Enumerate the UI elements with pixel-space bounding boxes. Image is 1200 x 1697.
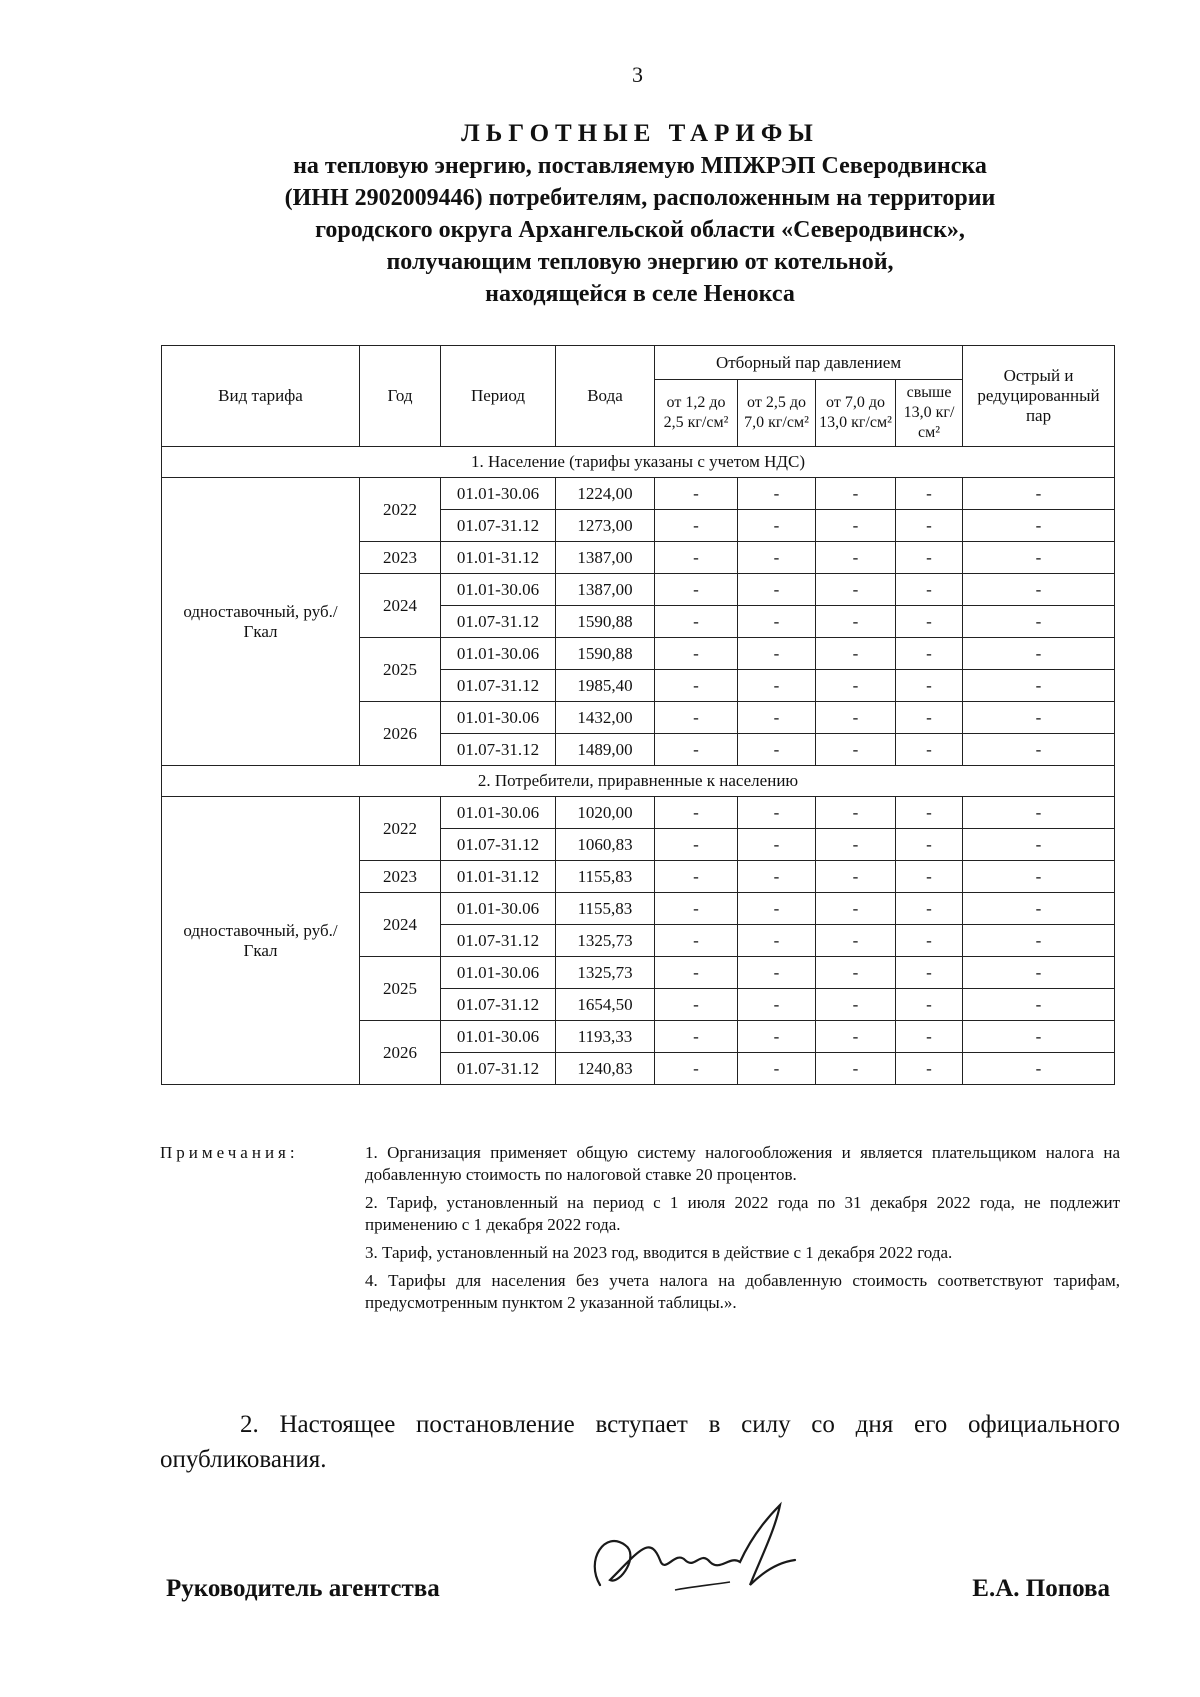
title-line: (ИНН 2902009446) потребителям, расположенным на территории	[284, 185, 996, 211]
year-cell: 2025	[360, 957, 441, 1021]
dash-cell: -	[896, 893, 963, 925]
tariff-table	[161, 345, 1115, 1085]
dash-cell: -	[963, 670, 1115, 702]
header-tariff-type: Вид тарифа	[162, 346, 360, 447]
dash-cell: -	[896, 574, 963, 606]
water-cell: 1387,00	[556, 574, 655, 606]
dash-cell: -	[655, 638, 738, 670]
dash-cell: -	[816, 670, 896, 702]
year-cell: 2025	[360, 638, 441, 702]
dash-cell: -	[738, 1053, 816, 1085]
section-title: 1. Население (тарифы указаны с учетом НДС)	[162, 447, 1115, 478]
period-cell: 01.07-31.12	[441, 829, 556, 861]
dash-cell: -	[816, 478, 896, 510]
dash-cell: -	[963, 606, 1115, 638]
section-title: 2. Потребители, приравненные к населению	[162, 766, 1115, 797]
year-cell: 2024	[360, 893, 441, 957]
period-cell: 01.07-31.12	[441, 670, 556, 702]
dash-cell: -	[655, 829, 738, 861]
dash-cell: -	[738, 574, 816, 606]
dash-cell: -	[655, 478, 738, 510]
dash-cell: -	[738, 702, 816, 734]
water-cell: 1985,40	[556, 670, 655, 702]
header-steam-1: от 1,2 до 2,5 кг/см²	[655, 380, 738, 447]
title-line: находящейся в селе Ненокса	[485, 281, 795, 307]
dash-cell: -	[896, 734, 963, 766]
title-line: на тепловую энергию, поставляемую МПЖРЭП Северодвинска	[293, 153, 987, 179]
table-row	[162, 478, 1115, 510]
dash-cell: -	[896, 670, 963, 702]
dash-cell: -	[896, 829, 963, 861]
title-line: получающим тепловую энергию от котельной,	[386, 249, 894, 275]
dash-cell: -	[738, 957, 816, 989]
dash-cell: -	[896, 638, 963, 670]
water-cell: 1325,73	[556, 957, 655, 989]
note-item: 2. Тариф, установленный на период с 1 июля 2022 года по 31 декабря 2022 года, не подлежит применению с 1 декабря 2022 года.	[365, 1193, 1120, 1234]
dash-cell: -	[816, 861, 896, 893]
year-cell: 2024	[360, 574, 441, 638]
dash-cell: -	[738, 893, 816, 925]
year-cell: 2026	[360, 1021, 441, 1085]
water-cell: 1193,33	[556, 1021, 655, 1053]
dash-cell: -	[963, 861, 1115, 893]
dash-cell: -	[896, 797, 963, 829]
dash-cell: -	[963, 1053, 1115, 1085]
water-cell: 1489,00	[556, 734, 655, 766]
water-cell: 1020,00	[556, 797, 655, 829]
dash-cell: -	[896, 989, 963, 1021]
header-steam-group: Отборный пар давлением	[655, 346, 963, 380]
header-period: Период	[441, 346, 556, 447]
period-cell: 01.01-30.06	[441, 893, 556, 925]
dash-cell: -	[963, 574, 1115, 606]
dash-cell: -	[738, 734, 816, 766]
dash-cell: -	[963, 1021, 1115, 1053]
dash-cell: -	[896, 1021, 963, 1053]
handwritten-signature	[580, 1490, 820, 1620]
section-row	[162, 447, 1115, 478]
period-cell: 01.07-31.12	[441, 989, 556, 1021]
document-title	[160, 118, 1120, 310]
year-cell: 2022	[360, 478, 441, 542]
signatory-name: Е.А. Попова	[972, 1575, 1110, 1602]
dash-cell: -	[738, 638, 816, 670]
period-cell: 01.01-31.12	[441, 542, 556, 574]
dash-cell: -	[816, 1021, 896, 1053]
dash-cell: -	[816, 638, 896, 670]
title-line: городского округа Архангельской области «Северодвинск»,	[315, 217, 965, 243]
water-cell: 1060,83	[556, 829, 655, 861]
dash-cell: -	[963, 829, 1115, 861]
dash-cell: -	[963, 925, 1115, 957]
period-cell: 01.01-30.06	[441, 574, 556, 606]
dash-cell: -	[738, 510, 816, 542]
note-item: 1. Организация применяет общую систему налогообложения и является плательщиком налога на добавленную стоимость по налоговой ставке 20 процентов.	[365, 1143, 1120, 1184]
dash-cell: -	[738, 861, 816, 893]
water-cell: 1155,83	[556, 893, 655, 925]
dash-cell: -	[816, 734, 896, 766]
dash-cell: -	[738, 925, 816, 957]
period-cell: 01.07-31.12	[441, 734, 556, 766]
dash-cell: -	[816, 797, 896, 829]
dash-cell: -	[655, 893, 738, 925]
dash-cell: -	[655, 1053, 738, 1085]
dash-cell: -	[655, 574, 738, 606]
dash-cell: -	[896, 510, 963, 542]
period-cell: 01.01-30.06	[441, 638, 556, 670]
year-cell: 2022	[360, 797, 441, 861]
dash-cell: -	[896, 542, 963, 574]
closing-paragraph: 2. Настоящее постановление вступает в силу со дня его официального опубликования.	[160, 1411, 1120, 1473]
dash-cell: -	[816, 1053, 896, 1085]
dash-cell: -	[896, 606, 963, 638]
period-cell: 01.01-30.06	[441, 478, 556, 510]
dash-cell: -	[655, 734, 738, 766]
period-cell: 01.01-31.12	[441, 861, 556, 893]
dash-cell: -	[738, 1021, 816, 1053]
dash-cell: -	[963, 478, 1115, 510]
dash-cell: -	[896, 957, 963, 989]
dash-cell: -	[655, 1021, 738, 1053]
period-cell: 01.01-30.06	[441, 1021, 556, 1053]
water-cell: 1224,00	[556, 478, 655, 510]
header-water: Вода	[556, 346, 655, 447]
dash-cell: -	[816, 510, 896, 542]
dash-cell: -	[816, 893, 896, 925]
dash-cell: -	[738, 670, 816, 702]
dash-cell: -	[655, 797, 738, 829]
dash-cell: -	[816, 542, 896, 574]
water-cell: 1590,88	[556, 606, 655, 638]
notes-list	[365, 1142, 1120, 1320]
water-cell: 1155,83	[556, 861, 655, 893]
dash-cell: -	[738, 797, 816, 829]
dash-cell: -	[655, 702, 738, 734]
year-cell: 2023	[360, 542, 441, 574]
header-steam-4: свыше 13,0 кг/см²	[896, 380, 963, 447]
signatory-position: Руководитель агентства	[166, 1575, 440, 1602]
title-main: ЛЬГОТНЫЕ ТАРИФЫ	[461, 120, 819, 147]
dash-cell: -	[816, 957, 896, 989]
page-number: 3	[632, 62, 643, 87]
dash-cell: -	[655, 542, 738, 574]
year-cell: 2023	[360, 861, 441, 893]
header-year: Год	[360, 346, 441, 447]
dash-cell: -	[655, 989, 738, 1021]
header-steam-2: от 2,5 до 7,0 кг/см²	[738, 380, 816, 447]
dash-cell: -	[896, 702, 963, 734]
year-cell: 2026	[360, 702, 441, 766]
table-body	[162, 447, 1115, 1085]
section-row	[162, 766, 1115, 797]
period-cell: 01.07-31.12	[441, 925, 556, 957]
period-cell: 01.07-31.12	[441, 606, 556, 638]
dash-cell: -	[963, 638, 1115, 670]
dash-cell: -	[816, 925, 896, 957]
dash-cell: -	[738, 606, 816, 638]
dash-cell: -	[896, 861, 963, 893]
dash-cell: -	[816, 702, 896, 734]
note-item: 3. Тариф, установленный на 2023 год, вводится в действие с 1 декабря 2022 года.	[365, 1243, 953, 1262]
dash-cell: -	[896, 925, 963, 957]
dash-cell: -	[963, 734, 1115, 766]
dash-cell: -	[655, 670, 738, 702]
tariff-type-cell: одноставочный, руб./Гкал	[162, 478, 360, 766]
dash-cell: -	[963, 957, 1115, 989]
dash-cell: -	[738, 829, 816, 861]
period-cell: 01.01-30.06	[441, 797, 556, 829]
water-cell: 1654,50	[556, 989, 655, 1021]
dash-cell: -	[655, 606, 738, 638]
dash-cell: -	[738, 989, 816, 1021]
tariff-type-cell: одноставочный, руб./Гкал	[162, 797, 360, 1085]
dash-cell: -	[963, 893, 1115, 925]
dash-cell: -	[816, 829, 896, 861]
dash-cell: -	[896, 1053, 963, 1085]
dash-cell: -	[816, 574, 896, 606]
notes-label: Примечания:	[160, 1143, 299, 1162]
period-cell: 01.01-30.06	[441, 702, 556, 734]
dash-cell: -	[816, 606, 896, 638]
dash-cell: -	[963, 797, 1115, 829]
period-cell: 01.07-31.12	[441, 1053, 556, 1085]
period-cell: 01.01-30.06	[441, 957, 556, 989]
header-sharp-steam: Острый и редуцированный пар	[963, 346, 1115, 447]
dash-cell: -	[963, 542, 1115, 574]
dash-cell: -	[816, 989, 896, 1021]
dash-cell: -	[896, 478, 963, 510]
dash-cell: -	[655, 510, 738, 542]
water-cell: 1273,00	[556, 510, 655, 542]
period-cell: 01.07-31.12	[441, 510, 556, 542]
water-cell: 1590,88	[556, 638, 655, 670]
dash-cell: -	[963, 510, 1115, 542]
header-steam-3: от 7,0 до 13,0 кг/см²	[816, 380, 896, 447]
dash-cell: -	[738, 542, 816, 574]
water-cell: 1240,83	[556, 1053, 655, 1085]
dash-cell: -	[738, 478, 816, 510]
note-item: 4. Тарифы для населения без учета налога на добавленную стоимость соответствуют тарифам, предусмотренным пунктом 2 указанной таблицы.».	[365, 1271, 1120, 1312]
water-cell: 1325,73	[556, 925, 655, 957]
dash-cell: -	[963, 702, 1115, 734]
dash-cell: -	[655, 925, 738, 957]
water-cell: 1387,00	[556, 542, 655, 574]
table-row	[162, 797, 1115, 829]
water-cell: 1432,00	[556, 702, 655, 734]
dash-cell: -	[963, 989, 1115, 1021]
dash-cell: -	[655, 957, 738, 989]
dash-cell: -	[655, 861, 738, 893]
